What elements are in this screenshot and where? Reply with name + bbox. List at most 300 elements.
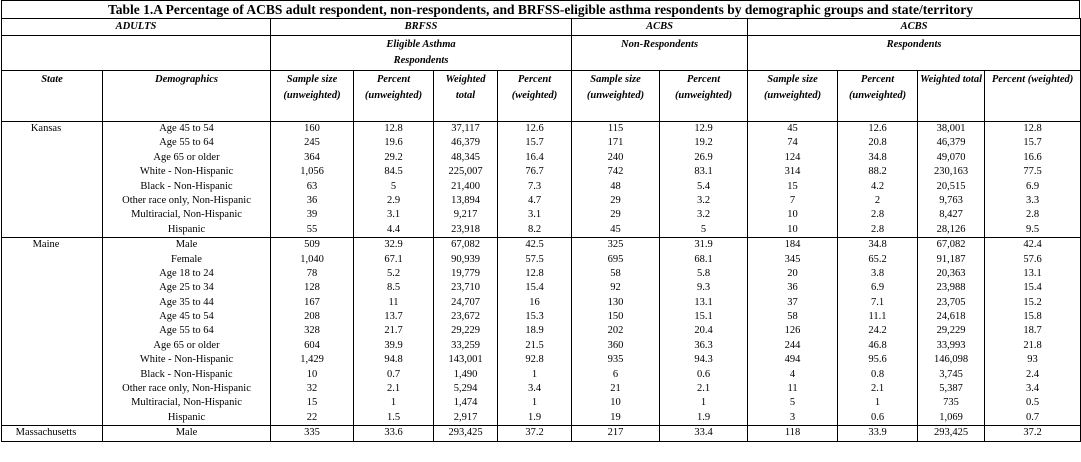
value-cell: 94.3 [660,353,748,367]
value-cell: 146,098 [918,353,985,367]
demographic-cell: Age 18 to 24 [103,267,271,281]
value-cell: 12.8 [498,267,572,281]
demographic-cell: Age 35 to 44 [103,296,271,310]
value-cell: 230,163 [918,165,985,179]
value-cell: 19 [572,411,660,426]
value-cell: 37 [748,296,838,310]
value-cell: 6.9 [985,180,1081,194]
header-brfss: BRFSS [271,19,572,36]
value-cell: 77.5 [985,165,1081,179]
value-cell: 23,988 [918,281,985,295]
value-cell: 15.7 [985,136,1081,150]
value-cell: 13.1 [985,267,1081,281]
value-cell: 325 [572,238,660,253]
table-row [2,368,1081,382]
table-row [2,353,1081,367]
value-cell: 2.8 [838,223,918,238]
table-row [2,310,1081,324]
value-cell: 3.3 [985,194,1081,208]
column-header: Sample size (unweighted) [748,71,838,122]
value-cell: 33.9 [838,426,918,441]
table-row [2,208,1081,222]
value-cell: 2.9 [354,194,434,208]
value-cell: 2.1 [838,382,918,396]
value-cell: 5.2 [354,267,434,281]
value-cell: 13,894 [434,194,498,208]
column-header: Percent (weighted) [498,71,572,122]
value-cell: 63 [271,180,354,194]
value-cell: 42.4 [985,238,1081,253]
value-cell: 92.8 [498,353,572,367]
value-cell: 48 [572,180,660,194]
value-cell: 67.1 [354,253,434,267]
value-cell: 494 [748,353,838,367]
value-cell: 13.1 [660,296,748,310]
state-cell: Maine [2,238,103,253]
header-blank [2,36,271,71]
value-cell: 65.2 [838,253,918,267]
value-cell: 46,379 [434,136,498,150]
value-cell: 15.8 [985,310,1081,324]
demographic-cell: Multiracial, Non-Hispanic [103,396,271,410]
value-cell: 1,056 [271,165,354,179]
header-acbs-nonrespondents: ACBS [572,19,748,36]
demographic-cell: Age 55 to 64 [103,324,271,338]
demographic-cell: Age 55 to 64 [103,136,271,150]
value-cell: 735 [918,396,985,410]
value-cell: 11.1 [838,310,918,324]
state-cell [2,296,103,310]
value-cell: 0.6 [660,368,748,382]
value-cell: 293,425 [918,426,985,441]
table-row [2,194,1081,208]
demographic-cell: Age 45 to 54 [103,122,271,137]
value-cell: 23,710 [434,281,498,295]
value-cell: 37.2 [985,426,1081,441]
value-cell: 1 [838,396,918,410]
demographic-cell: Age 65 or older [103,339,271,353]
value-cell: 118 [748,426,838,441]
value-cell: 5,387 [918,382,985,396]
value-cell: 33,259 [434,339,498,353]
state-cell [2,339,103,353]
table-row [2,382,1081,396]
value-cell: 0.7 [985,411,1081,426]
table-row [2,281,1081,295]
value-cell: 1 [354,396,434,410]
value-cell: 293,425 [434,426,498,441]
value-cell: 7.3 [498,180,572,194]
value-cell: 1,069 [918,411,985,426]
value-cell: 15.2 [985,296,1081,310]
value-cell: 32 [271,382,354,396]
table-row [2,180,1081,194]
value-cell: 39.9 [354,339,434,353]
value-cell: 15.4 [498,281,572,295]
value-cell: 58 [572,267,660,281]
value-cell: 16 [498,296,572,310]
value-cell: 5.8 [660,267,748,281]
value-cell: 3.2 [660,194,748,208]
value-cell: 202 [572,324,660,338]
value-cell: 15.3 [498,310,572,324]
table-row [2,136,1081,150]
value-cell: 57.6 [985,253,1081,267]
value-cell: 9.3 [660,281,748,295]
value-cell: 1 [498,396,572,410]
value-cell: 1,474 [434,396,498,410]
value-cell: 93 [985,353,1081,367]
state-cell [2,194,103,208]
column-header: Weighted total [434,71,498,122]
value-cell: 8,427 [918,208,985,222]
value-cell: 95.6 [838,353,918,367]
column-header: Percent (unweighted) [838,71,918,122]
value-cell: 160 [271,122,354,137]
table-row [2,296,1081,310]
column-header: Percent (weighted) [985,71,1081,122]
state-cell [2,223,103,238]
value-cell: 10 [271,368,354,382]
value-cell: 1 [660,396,748,410]
value-cell: 8.5 [354,281,434,295]
state-cell: Kansas [2,122,103,137]
value-cell: 37.2 [498,426,572,441]
value-cell: 5 [748,396,838,410]
value-cell: 45 [748,122,838,137]
value-cell: 94.8 [354,353,434,367]
value-cell: 90,939 [434,253,498,267]
value-cell: 3.2 [660,208,748,222]
column-header: Weighted total [918,71,985,122]
header-brfss-sub: Eligible Asthma Respondents [271,36,572,71]
header-adults: ADULTS [2,19,271,36]
column-header: Sample size (unweighted) [271,71,354,122]
value-cell: 74 [748,136,838,150]
state-cell [2,310,103,324]
value-cell: 13.7 [354,310,434,324]
value-cell: 33,993 [918,339,985,353]
value-cell: 15 [271,396,354,410]
state-cell [2,165,103,179]
value-cell: 742 [572,165,660,179]
state-cell [2,396,103,410]
column-header: Demographics [103,71,271,122]
value-cell: 9,217 [434,208,498,222]
value-cell: 5 [660,223,748,238]
value-cell: 19.2 [660,136,748,150]
value-cell: 32.9 [354,238,434,253]
value-cell: 21 [572,382,660,396]
header-acbs2-sub: Respondents [748,36,1081,71]
value-cell: 3 [748,411,838,426]
value-cell: 128 [271,281,354,295]
value-cell: 48,345 [434,151,498,165]
table-row [2,151,1081,165]
demographic-cell: Female [103,253,271,267]
value-cell: 604 [271,339,354,353]
demographic-cell: Hispanic [103,223,271,238]
value-cell: 20,515 [918,180,985,194]
value-cell: 143,001 [434,353,498,367]
value-cell: 225,007 [434,165,498,179]
value-cell: 16.4 [498,151,572,165]
value-cell: 335 [271,426,354,441]
state-cell [2,368,103,382]
demographic-cell: Other race only, Non-Hispanic [103,382,271,396]
column-header: Sample size (unweighted) [572,71,660,122]
value-cell: 7 [748,194,838,208]
value-cell: 26.9 [660,151,748,165]
value-cell: 29,229 [434,324,498,338]
data-table [1,18,1081,442]
value-cell: 24.2 [838,324,918,338]
value-cell: 33.6 [354,426,434,441]
value-cell: 22 [271,411,354,426]
value-cell: 1,429 [271,353,354,367]
value-cell: 23,672 [434,310,498,324]
value-cell: 12.8 [985,122,1081,137]
value-cell: 5,294 [434,382,498,396]
value-cell: 24,707 [434,296,498,310]
state-cell [2,382,103,396]
value-cell: 57.5 [498,253,572,267]
demographic-cell: White - Non-Hispanic [103,353,271,367]
value-cell: 4.4 [354,223,434,238]
value-cell: 3,745 [918,368,985,382]
table-row [2,426,1081,441]
value-cell: 11 [748,382,838,396]
value-cell: 10 [572,396,660,410]
value-cell: 29 [572,194,660,208]
value-cell: 0.8 [838,368,918,382]
value-cell: 184 [748,238,838,253]
table-row [2,223,1081,238]
value-cell: 42.5 [498,238,572,253]
value-cell: 20 [748,267,838,281]
value-cell: 46,379 [918,136,985,150]
demographic-cell: Hispanic [103,411,271,426]
value-cell: 11 [354,296,434,310]
value-cell: 8.2 [498,223,572,238]
value-cell: 34.8 [838,238,918,253]
value-cell: 84.5 [354,165,434,179]
value-cell: 208 [271,310,354,324]
table-row [2,238,1081,253]
value-cell: 126 [748,324,838,338]
state-cell [2,151,103,165]
table-title: Table 1.A Percentage of ACBS adult respondent, non-respondents, and BRFSS-eligible asthma respondents by demographic groups and state/territory [1,0,1080,18]
value-cell: 217 [572,426,660,441]
header-acbs1-sub: Non-Respondents [572,36,748,71]
demographic-cell: Male [103,238,271,253]
value-cell: 328 [271,324,354,338]
value-cell: 15.1 [660,310,748,324]
demographic-cell: Age 65 or older [103,151,271,165]
value-cell: 509 [271,238,354,253]
value-cell: 150 [572,310,660,324]
value-cell: 24,618 [918,310,985,324]
value-cell: 16.6 [985,151,1081,165]
value-cell: 28,126 [918,223,985,238]
document [1,0,1080,442]
value-cell: 20.8 [838,136,918,150]
value-cell: 695 [572,253,660,267]
value-cell: 91,187 [918,253,985,267]
value-cell: 240 [572,151,660,165]
demographic-cell: Multiracial, Non-Hispanic [103,208,271,222]
value-cell: 1,490 [434,368,498,382]
value-cell: 7.1 [838,296,918,310]
value-cell: 0.7 [354,368,434,382]
column-header: Percent (unweighted) [660,71,748,122]
value-cell: 9,763 [918,194,985,208]
state-cell [2,208,103,222]
value-cell: 92 [572,281,660,295]
state-cell [2,324,103,338]
value-cell: 2.8 [838,208,918,222]
value-cell: 4.7 [498,194,572,208]
table-row [2,324,1081,338]
value-cell: 21.8 [985,339,1081,353]
value-cell: 4 [748,368,838,382]
value-cell: 67,082 [918,238,985,253]
value-cell: 49,070 [918,151,985,165]
value-cell: 39 [271,208,354,222]
value-cell: 20.4 [660,324,748,338]
value-cell: 37,117 [434,122,498,137]
value-cell: 12.9 [660,122,748,137]
value-cell: 2.4 [985,368,1081,382]
value-cell: 83.1 [660,165,748,179]
value-cell: 23,918 [434,223,498,238]
value-cell: 55 [271,223,354,238]
value-cell: 6 [572,368,660,382]
value-cell: 45 [572,223,660,238]
value-cell: 76.7 [498,165,572,179]
value-cell: 29 [572,208,660,222]
value-cell: 0.6 [838,411,918,426]
value-cell: 115 [572,122,660,137]
value-cell: 244 [748,339,838,353]
value-cell: 345 [748,253,838,267]
state-cell [2,411,103,426]
demographic-cell: Age 25 to 34 [103,281,271,295]
value-cell: 3.1 [498,208,572,222]
value-cell: 36 [748,281,838,295]
header-acbs-respondents: ACBS [748,19,1081,36]
value-cell: 245 [271,136,354,150]
value-cell: 68.1 [660,253,748,267]
value-cell: 12.6 [498,122,572,137]
value-cell: 15.7 [498,136,572,150]
value-cell: 15 [748,180,838,194]
value-cell: 3.8 [838,267,918,281]
value-cell: 1.9 [498,411,572,426]
table-row [2,339,1081,353]
table-row [2,396,1081,410]
demographic-cell: Male [103,426,271,441]
value-cell: 3.4 [985,382,1081,396]
column-header: State [2,71,103,122]
value-cell: 15.4 [985,281,1081,295]
value-cell: 0.5 [985,396,1081,410]
value-cell: 1 [498,368,572,382]
value-cell: 2.8 [985,208,1081,222]
state-cell [2,353,103,367]
value-cell: 6.9 [838,281,918,295]
value-cell: 23,705 [918,296,985,310]
value-cell: 36 [271,194,354,208]
value-cell: 29,229 [918,324,985,338]
demographic-cell: Age 45 to 54 [103,310,271,324]
value-cell: 935 [572,353,660,367]
value-cell: 10 [748,223,838,238]
value-cell: 12.6 [838,122,918,137]
value-cell: 124 [748,151,838,165]
state-cell [2,267,103,281]
value-cell: 1.9 [660,411,748,426]
value-cell: 38,001 [918,122,985,137]
value-cell: 364 [271,151,354,165]
demographic-cell: White - Non-Hispanic [103,165,271,179]
value-cell: 171 [572,136,660,150]
value-cell: 21.7 [354,324,434,338]
demographic-cell: Black - Non-Hispanic [103,180,271,194]
value-cell: 29.2 [354,151,434,165]
value-cell: 3.1 [354,208,434,222]
value-cell: 360 [572,339,660,353]
value-cell: 2.1 [354,382,434,396]
value-cell: 3.4 [498,382,572,396]
value-cell: 130 [572,296,660,310]
value-cell: 20,363 [918,267,985,281]
value-cell: 9.5 [985,223,1081,238]
value-cell: 21,400 [434,180,498,194]
value-cell: 2.1 [660,382,748,396]
value-cell: 314 [748,165,838,179]
value-cell: 78 [271,267,354,281]
state-cell [2,281,103,295]
value-cell: 88.2 [838,165,918,179]
state-cell [2,136,103,150]
state-cell [2,253,103,267]
table-row [2,253,1081,267]
value-cell: 19,779 [434,267,498,281]
value-cell: 5.4 [660,180,748,194]
value-cell: 10 [748,208,838,222]
value-cell: 21.5 [498,339,572,353]
value-cell: 12.8 [354,122,434,137]
value-cell: 67,082 [434,238,498,253]
table-row [2,165,1081,179]
value-cell: 1.5 [354,411,434,426]
value-cell: 4.2 [838,180,918,194]
value-cell: 2 [838,194,918,208]
table-row [2,267,1081,281]
state-cell [2,180,103,194]
value-cell: 33.4 [660,426,748,441]
value-cell: 2,917 [434,411,498,426]
state-cell: Massachusetts [2,426,103,441]
table-row [2,122,1081,137]
value-cell: 34.8 [838,151,918,165]
value-cell: 46.8 [838,339,918,353]
demographic-cell: Other race only, Non-Hispanic [103,194,271,208]
demographic-cell: Black - Non-Hispanic [103,368,271,382]
value-cell: 1,040 [271,253,354,267]
value-cell: 5 [354,180,434,194]
